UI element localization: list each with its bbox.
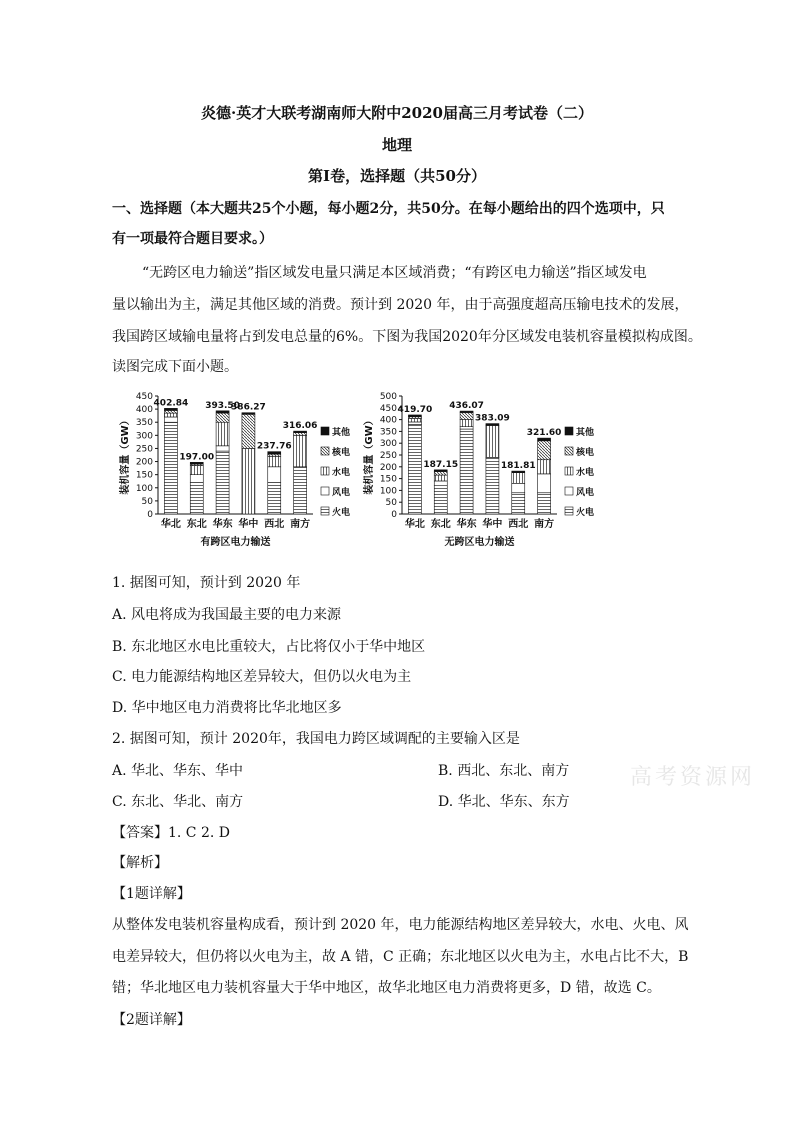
bar-segment [164, 408, 177, 410]
y-tick-label: 450 [135, 392, 153, 402]
bar-segment [434, 472, 447, 476]
category-label: 华中 [482, 519, 503, 530]
q2-option-d: D. 华北、华东、东方 [438, 794, 570, 810]
bar-segment [216, 413, 229, 422]
chart-caption: 无跨区电力输送 [444, 537, 515, 548]
bar-segment [408, 415, 421, 417]
bar-segment [408, 418, 421, 422]
legend-label: 核电 [576, 448, 595, 458]
bar-segment [538, 460, 551, 474]
bar-total-label: 187.15 [423, 459, 459, 470]
exam-title: 炎德·英才大联考湖南师大附中2020届高三月考试卷（二） [201, 104, 593, 122]
legend-label: 核电 [332, 448, 351, 458]
legend-swatch [321, 487, 329, 495]
bar-segment [460, 427, 473, 429]
bar-segment [164, 417, 177, 422]
legend-swatch [321, 427, 329, 435]
q1-detail-line-3: 错；华北地区电力装机容量大于华中地区，故华北地区电力消费将更多，D 错，故选 C。 [112, 980, 661, 996]
category-label: 华北 [404, 519, 425, 530]
bar-segment [434, 470, 447, 472]
y-tick-label: 350 [135, 418, 153, 429]
legend-label: 风电 [332, 488, 351, 498]
bar-segment [294, 431, 307, 433]
legend-swatch [321, 447, 329, 455]
bar-segment [294, 433, 307, 436]
stem-line-3: 我国跨区域输电量将占到发电总量的6%。下图为我国2020年分区域发电装机容量模拟构成图。 [112, 329, 702, 345]
q1-option-b: B. 东北地区水电比重较大，占比将仅小于华中地区 [112, 639, 426, 655]
answer-line: 【答案】1. C 2. D [112, 825, 231, 841]
category-label: 南方 [290, 519, 311, 530]
bar-segment [512, 483, 525, 492]
bar-total-label: 237.76 [256, 441, 292, 452]
watermark: 高考资源网 [630, 765, 756, 790]
bar-segment [434, 475, 447, 481]
y-tick-label: 200 [379, 462, 397, 473]
legend-label: 其他 [332, 428, 351, 438]
y-tick-label: 200 [135, 457, 153, 468]
y-tick-label: 250 [135, 444, 153, 455]
bar-segment [164, 422, 177, 514]
category-label: 华北 [160, 519, 181, 530]
y-tick-label: 300 [379, 439, 397, 450]
stem-line-2: 量以输出为主，满足其他区域的消费。预计到 2020 年，由于高强度超高压输电技术的发展， [112, 297, 689, 313]
bar-segment [216, 451, 229, 514]
legend-label: 水电 [332, 468, 351, 478]
bar-segment [538, 438, 551, 441]
legend-swatch [565, 487, 573, 495]
bar-segment [268, 456, 281, 466]
bar-segment [216, 446, 229, 451]
bar-segment [434, 486, 447, 514]
q2-option-b: B. 西北、东北、南方 [438, 763, 570, 779]
q2-option-a: A. 华北、华东、华中 [112, 763, 244, 779]
bar-segment [242, 414, 255, 448]
y-tick-label: 50 [141, 496, 153, 507]
instructions-line-1: 一、选择题（本大题共25个小题，每小题2分，共50分。在每小题给出的四个选项中，只 [112, 201, 665, 217]
bar-segment [294, 467, 307, 514]
legend-label: 其他 [576, 428, 595, 438]
q1-option-a: A. 风电将成为我国最主要的电力来源 [112, 607, 342, 623]
bar-total-label: 402.84 [153, 398, 189, 409]
y-tick-label: 400 [379, 415, 397, 426]
bar-segment [486, 424, 499, 426]
bar-segment [512, 473, 525, 484]
q2-option-c: C. 东北、华北、南方 [112, 794, 244, 810]
q2-stem: 2. 据图可知，预计 2020年，我国电力跨区域调配的主要输入区是 [112, 731, 520, 747]
bar-total-label: 181.81 [500, 461, 536, 472]
bar-segment [190, 475, 203, 483]
bar-segment [434, 481, 447, 486]
q1-stem: 1. 据图可知，预计到 2020 年 [112, 575, 301, 591]
bar-total-label: 436.07 [449, 401, 484, 412]
bar-segment [538, 441, 551, 460]
category-label: 华东 [212, 519, 233, 530]
instructions-line-2: 有一项最符合题目要求。） [112, 231, 273, 247]
y-tick-label: 150 [379, 474, 397, 485]
bar-segment [460, 413, 473, 420]
bar-total-label: 383.09 [475, 413, 510, 424]
legend-swatch [565, 447, 573, 455]
y-tick-label: 500 [379, 392, 397, 402]
chart-with-transmission [118, 388, 368, 560]
legend-swatch [565, 427, 573, 435]
q1-detail-heading: 【1题详解】 [112, 886, 191, 902]
chart-caption: 有跨区电力输送 [200, 537, 271, 548]
bar-segment [216, 422, 229, 446]
analysis-heading: 【解析】 [112, 855, 168, 871]
legend-swatch [321, 507, 329, 515]
q1-detail-line-2: 电差异较大，但仍将以火电为主，故 A 错，C 正确；东北地区以火电为主，水电占比不大，B [112, 949, 689, 965]
bar-segment [268, 483, 281, 514]
bar-segment [538, 474, 551, 493]
legend-swatch [321, 467, 329, 475]
bar-total-label: 386.27 [231, 402, 266, 413]
section-title: 第Ⅰ卷，选择题（共50分） [308, 167, 486, 185]
category-label: 华东 [456, 519, 477, 530]
y-tick-label: 250 [379, 451, 397, 461]
legend-label: 风电 [576, 488, 595, 498]
y-tick-label: 150 [135, 470, 153, 481]
bar-total-label: 321.60 [526, 428, 562, 439]
category-label: 华中 [238, 519, 259, 530]
y-tick-label: 450 [379, 403, 397, 414]
bar-total-label: 393.50 [205, 400, 240, 411]
y-axis-label: 装机容量（GW） [364, 415, 375, 495]
y-tick-label: 300 [135, 431, 153, 442]
bar-segment [408, 424, 421, 514]
bar-segment [460, 411, 473, 412]
subject-title: 地理 [381, 136, 412, 154]
q1-detail-line-1: 从整体发电装机容量构成看，预计到 2020 年，电力能源结构地区差异较大，水电、火电、风 [112, 917, 689, 933]
y-tick-label: 350 [379, 427, 397, 438]
bar-segment [268, 452, 281, 455]
category-label: 南方 [534, 519, 555, 530]
bar-segment [164, 413, 177, 417]
bar-segment [190, 465, 203, 474]
bar-segment [486, 426, 499, 458]
bar-segment [460, 420, 473, 427]
legend-swatch [565, 467, 573, 475]
legend-swatch [565, 507, 573, 515]
bar-segment [268, 454, 281, 456]
bar-segment [486, 457, 499, 514]
chart-without-transmission [362, 388, 612, 560]
bar-total-label: 197.00 [179, 452, 215, 463]
category-label: 西北 [264, 519, 285, 530]
bar-segment [190, 462, 203, 464]
q1-option-c: C. 电力能源结构地区差异较大，但仍以火电为主 [112, 669, 412, 685]
stem-line-1: “无跨区电力输送”指区域发电量只满足本区域消费；“有跨区电力输送”指区域发电 [142, 265, 647, 281]
legend-label: 火电 [576, 508, 595, 518]
bar-segment [216, 411, 229, 413]
bar-segment [190, 483, 203, 514]
y-tick-label: 100 [379, 486, 397, 497]
category-label: 东北 [186, 519, 207, 530]
bar-total-label: 316.06 [282, 421, 318, 432]
bar-segment [242, 448, 255, 514]
stem-line-4: 读图完成下面小题。 [112, 359, 238, 375]
bar-segment [164, 410, 177, 413]
bar-segment [460, 429, 473, 514]
bar-segment [268, 467, 281, 483]
bar-total-label: 419.70 [397, 404, 433, 415]
bar-segment [512, 471, 525, 473]
y-axis-label: 装机容量（GW） [120, 415, 131, 495]
q1-option-d: D. 华中地区电力消费将比华北地区多 [112, 700, 342, 716]
legend-label: 水电 [576, 468, 595, 478]
bar-segment [408, 422, 421, 424]
bar-segment [538, 493, 551, 514]
q2-detail-heading: 【2题详解】 [112, 1012, 191, 1028]
y-tick-label: 0 [391, 510, 397, 520]
legend-label: 火电 [332, 508, 351, 518]
y-tick-label: 100 [135, 483, 153, 494]
category-label: 东北 [430, 519, 451, 530]
bar-segment [242, 413, 255, 415]
bar-segment [512, 493, 525, 514]
y-tick-label: 0 [147, 510, 153, 520]
category-label: 西北 [508, 519, 529, 530]
y-tick-label: 50 [385, 498, 397, 509]
bar-segment [294, 435, 307, 466]
y-tick-label: 400 [135, 405, 153, 416]
